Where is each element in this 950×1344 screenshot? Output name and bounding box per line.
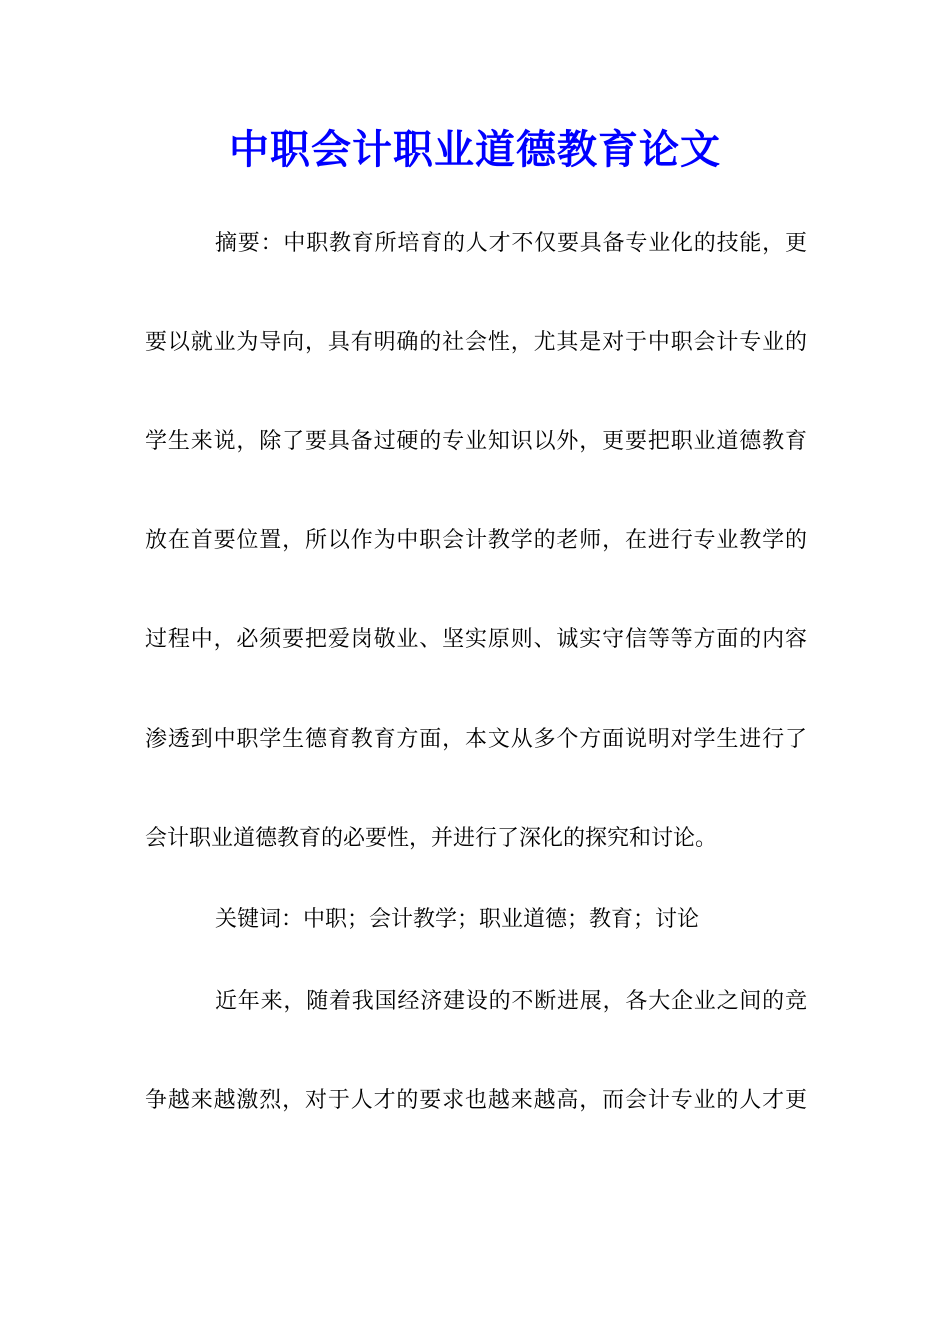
- abstract-line-2: 要以就业为导向，具有明确的社会性，尤其是对于中职会计专业的: [145, 330, 807, 355]
- abstract-line-6: 渗透到中职学生德育教育方面，本文从多个方面说明对学生进行了: [145, 727, 807, 752]
- abstract-line-4: 放在首要位置，所以作为中职会计教学的老师，在进行专业教学的: [145, 528, 807, 553]
- abstract-line-3: 学生来说，除了要具备过硬的专业知识以外，更要把职业道德教育: [145, 429, 807, 454]
- abstract-line-5: 过程中，必须要把爱岗敬业、坚实原则、诚实守信等等方面的内容: [145, 627, 807, 652]
- abstract-line-7: 会计职业道德教育的必要性，并进行了深化的探究和讨论。: [145, 826, 718, 851]
- body-line-1: 近年来，随着我国经济建设的不断进展，各大企业之间的竞: [215, 989, 807, 1014]
- abstract-line-1: 摘要：中职教育所培育的人才不仅要具备专业化的技能，更: [215, 231, 807, 256]
- keywords-line: 关键词：中职；会计教学；职业道德；教育；讨论: [215, 907, 700, 932]
- document-title: 中职会计职业道德教育论文: [229, 126, 721, 173]
- body-line-2: 争越来越激烈，对于人才的要求也越来越高，而会计专业的人才更: [145, 1088, 807, 1113]
